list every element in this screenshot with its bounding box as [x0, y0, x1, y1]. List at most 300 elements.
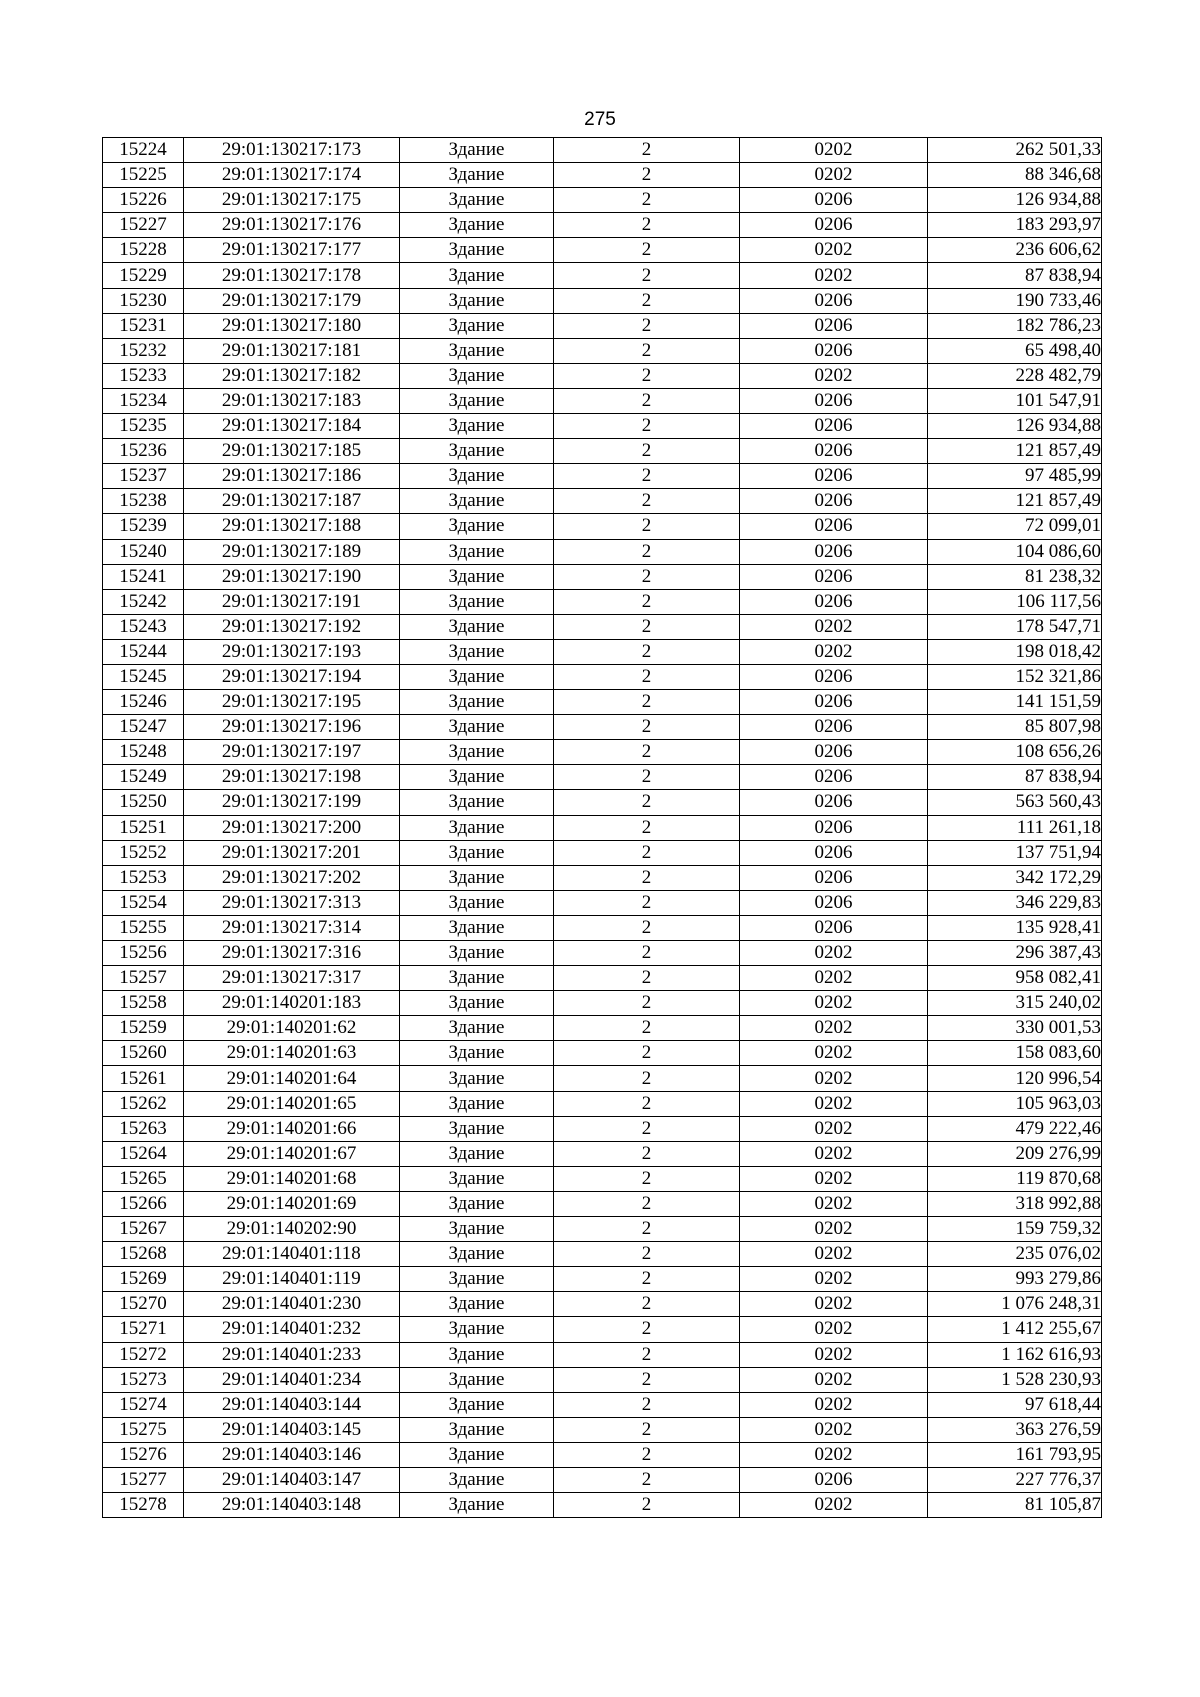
table-row: [103, 138, 1102, 163]
cadastral-value-cell: 72 099,01: [928, 514, 1102, 539]
cadastral-number-cell: 29:01:130217:187: [184, 489, 400, 514]
cadastral-value-cell: 159 759,32: [928, 1217, 1102, 1242]
object-type-cell: Здание: [400, 1467, 554, 1492]
cadastral-value-cell: 183 293,97: [928, 213, 1102, 238]
code-cell: 0202: [740, 163, 928, 188]
code-cell: 0202: [740, 1217, 928, 1242]
object-type-cell: Здание: [400, 589, 554, 614]
code-cell: 0202: [740, 1066, 928, 1091]
cadastral-value-cell: 141 151,59: [928, 690, 1102, 715]
object-type-cell: Здание: [400, 1217, 554, 1242]
cadastral-value-cell: 993 279,86: [928, 1267, 1102, 1292]
row-number-cell: 15251: [103, 815, 184, 840]
code-cell: 0202: [740, 263, 928, 288]
group-cell: 2: [554, 388, 740, 413]
object-type-cell: Здание: [400, 363, 554, 388]
cadastral-number-cell: 29:01:130217:316: [184, 941, 400, 966]
cadastral-number-cell: 29:01:130217:313: [184, 890, 400, 915]
cadastral-number-cell: 29:01:130217:186: [184, 464, 400, 489]
code-cell: 0202: [740, 363, 928, 388]
cadastral-value-cell: 318 992,88: [928, 1191, 1102, 1216]
cadastral-number-cell: 29:01:130217:179: [184, 288, 400, 313]
cadastral-value-cell: 97 485,99: [928, 464, 1102, 489]
cadastral-number-cell: 29:01:130217:175: [184, 188, 400, 213]
row-number-cell: 15264: [103, 1141, 184, 1166]
cadastral-number-cell: 29:01:140403:148: [184, 1493, 400, 1518]
table-row: [103, 363, 1102, 388]
object-type-cell: Здание: [400, 915, 554, 940]
row-number-cell: 15269: [103, 1267, 184, 1292]
cadastral-number-cell: 29:01:140201:69: [184, 1191, 400, 1216]
table-row: [103, 1016, 1102, 1041]
table-row: [103, 238, 1102, 263]
table-row: [103, 388, 1102, 413]
object-type-cell: Здание: [400, 313, 554, 338]
object-type-cell: Здание: [400, 338, 554, 363]
group-cell: 2: [554, 288, 740, 313]
row-number-cell: 15246: [103, 690, 184, 715]
group-cell: 2: [554, 1292, 740, 1317]
group-cell: 2: [554, 1392, 740, 1417]
cadastral-number-cell: 29:01:130217:173: [184, 138, 400, 163]
table-row: [103, 1417, 1102, 1442]
cadastral-value-cell: 479 222,46: [928, 1116, 1102, 1141]
group-cell: 2: [554, 1242, 740, 1267]
table-row: [103, 313, 1102, 338]
object-type-cell: Здание: [400, 539, 554, 564]
table-row: [103, 1267, 1102, 1292]
group-cell: 2: [554, 564, 740, 589]
cadastral-value-cell: 137 751,94: [928, 840, 1102, 865]
table-row: [103, 740, 1102, 765]
group-cell: 2: [554, 363, 740, 388]
group-cell: 2: [554, 1493, 740, 1518]
table-row: [103, 1392, 1102, 1417]
object-type-cell: Здание: [400, 1417, 554, 1442]
object-type-cell: Здание: [400, 1367, 554, 1392]
table-row: [103, 1342, 1102, 1367]
cadastral-value-cell: 121 857,49: [928, 439, 1102, 464]
row-number-cell: 15277: [103, 1467, 184, 1492]
row-number-cell: 15229: [103, 263, 184, 288]
code-cell: 0202: [740, 1442, 928, 1467]
cadastral-value-cell: 182 786,23: [928, 313, 1102, 338]
cadastral-number-cell: 29:01:140201:183: [184, 991, 400, 1016]
cadastral-number-cell: 29:01:130217:202: [184, 865, 400, 890]
code-cell: 0206: [740, 439, 928, 464]
object-type-cell: Здание: [400, 1191, 554, 1216]
code-cell: 0202: [740, 1166, 928, 1191]
code-cell: 0206: [740, 765, 928, 790]
object-type-cell: Здание: [400, 740, 554, 765]
row-number-cell: 15255: [103, 915, 184, 940]
cadastral-value-cell: 87 838,94: [928, 765, 1102, 790]
object-type-cell: Здание: [400, 1166, 554, 1191]
row-number-cell: 15241: [103, 564, 184, 589]
table-row: [103, 1493, 1102, 1518]
group-cell: 2: [554, 664, 740, 689]
cadastral-number-cell: 29:01:130217:182: [184, 363, 400, 388]
row-number-cell: 15252: [103, 840, 184, 865]
code-cell: 0202: [740, 1367, 928, 1392]
table-row: [103, 614, 1102, 639]
cadastral-value-cell: 104 086,60: [928, 539, 1102, 564]
group-cell: 2: [554, 865, 740, 890]
group-cell: 2: [554, 1141, 740, 1166]
cadastral-value-cell: 228 482,79: [928, 363, 1102, 388]
table-row: [103, 1041, 1102, 1066]
table-row: [103, 1467, 1102, 1492]
row-number-cell: 15263: [103, 1116, 184, 1141]
group-cell: 2: [554, 439, 740, 464]
object-type-cell: Здание: [400, 564, 554, 589]
row-number-cell: 15224: [103, 138, 184, 163]
row-number-cell: 15262: [103, 1091, 184, 1116]
table-row: [103, 1367, 1102, 1392]
cadastral-value-cell: 346 229,83: [928, 890, 1102, 915]
object-type-cell: Здание: [400, 1392, 554, 1417]
group-cell: 2: [554, 1417, 740, 1442]
object-type-cell: Здание: [400, 815, 554, 840]
code-cell: 0202: [740, 1292, 928, 1317]
row-number-cell: 15256: [103, 941, 184, 966]
group-cell: 2: [554, 614, 740, 639]
table-row: [103, 439, 1102, 464]
cadastral-value-cell: 330 001,53: [928, 1016, 1102, 1041]
row-number-cell: 15225: [103, 163, 184, 188]
cadastral-number-cell: 29:01:140201:65: [184, 1091, 400, 1116]
cadastral-number-cell: 29:01:130217:317: [184, 966, 400, 991]
object-type-cell: Здание: [400, 941, 554, 966]
code-cell: 0202: [740, 1041, 928, 1066]
object-type-cell: Здание: [400, 865, 554, 890]
table-row: [103, 1217, 1102, 1242]
cadastral-value-cell: 198 018,42: [928, 639, 1102, 664]
cadastral-value-cell: 81 105,87: [928, 1493, 1102, 1518]
group-cell: 2: [554, 514, 740, 539]
group-cell: 2: [554, 1191, 740, 1216]
row-number-cell: 15230: [103, 288, 184, 313]
row-number-cell: 15240: [103, 539, 184, 564]
group-cell: 2: [554, 1217, 740, 1242]
object-type-cell: Здание: [400, 1317, 554, 1342]
table-row: [103, 915, 1102, 940]
group-cell: 2: [554, 890, 740, 915]
object-type-cell: Здание: [400, 1493, 554, 1518]
code-cell: 0202: [740, 1191, 928, 1216]
cadastral-value-cell: 88 346,68: [928, 163, 1102, 188]
table-row: [103, 338, 1102, 363]
group-cell: 2: [554, 313, 740, 338]
row-number-cell: 15276: [103, 1442, 184, 1467]
cadastral-number-cell: 29:01:130217:185: [184, 439, 400, 464]
code-cell: 0202: [740, 1016, 928, 1041]
code-cell: 0202: [740, 941, 928, 966]
table-row: [103, 1116, 1102, 1141]
group-cell: 2: [554, 338, 740, 363]
object-type-cell: Здание: [400, 414, 554, 439]
cadastral-number-cell: 29:01:140403:144: [184, 1392, 400, 1417]
group-cell: 2: [554, 213, 740, 238]
cadastral-number-cell: 29:01:130217:188: [184, 514, 400, 539]
row-number-cell: 15275: [103, 1417, 184, 1442]
group-cell: 2: [554, 238, 740, 263]
row-number-cell: 15273: [103, 1367, 184, 1392]
row-number-cell: 15234: [103, 388, 184, 413]
group-cell: 2: [554, 414, 740, 439]
object-type-cell: Здание: [400, 489, 554, 514]
group-cell: 2: [554, 1342, 740, 1367]
row-number-cell: 15265: [103, 1166, 184, 1191]
page-number: 275: [584, 109, 616, 130]
cadastral-value-cell: 81 238,32: [928, 564, 1102, 589]
cadastral-number-cell: 29:01:130217:200: [184, 815, 400, 840]
cadastral-number-cell: 29:01:130217:193: [184, 639, 400, 664]
object-type-cell: Здание: [400, 213, 554, 238]
row-number-cell: 15247: [103, 715, 184, 740]
row-number-cell: 15268: [103, 1242, 184, 1267]
row-number-cell: 15261: [103, 1066, 184, 1091]
row-number-cell: 15253: [103, 865, 184, 890]
object-type-cell: Здание: [400, 388, 554, 413]
object-type-cell: Здание: [400, 664, 554, 689]
cadastral-number-cell: 29:01:130217:198: [184, 765, 400, 790]
cadastral-value-cell: 1 412 255,67: [928, 1317, 1102, 1342]
table-row: [103, 715, 1102, 740]
group-cell: 2: [554, 715, 740, 740]
cadastral-value-cell: 135 928,41: [928, 915, 1102, 940]
cadastral-value-cell: 97 618,44: [928, 1392, 1102, 1417]
table-row: [103, 1166, 1102, 1191]
cadastral-number-cell: 29:01:130217:174: [184, 163, 400, 188]
object-type-cell: Здание: [400, 1016, 554, 1041]
row-number-cell: 15257: [103, 966, 184, 991]
cadastral-value-cell: 563 560,43: [928, 790, 1102, 815]
cadastral-number-cell: 29:01:140401:118: [184, 1242, 400, 1267]
code-cell: 0206: [740, 288, 928, 313]
code-cell: 0202: [740, 1267, 928, 1292]
row-number-cell: 15231: [103, 313, 184, 338]
code-cell: 0202: [740, 1141, 928, 1166]
cadastral-number-cell: 29:01:130217:189: [184, 539, 400, 564]
code-cell: 0202: [740, 238, 928, 263]
cadastral-value-cell: 363 276,59: [928, 1417, 1102, 1442]
cadastral-value-cell: 152 321,86: [928, 664, 1102, 689]
group-cell: 2: [554, 991, 740, 1016]
object-type-cell: Здание: [400, 288, 554, 313]
table-row: [103, 1066, 1102, 1091]
cadastral-number-cell: 29:01:130217:178: [184, 263, 400, 288]
group-cell: 2: [554, 1367, 740, 1392]
row-number-cell: 15278: [103, 1493, 184, 1518]
cadastral-value-cell: 87 838,94: [928, 263, 1102, 288]
code-cell: 0202: [740, 1417, 928, 1442]
object-type-cell: Здание: [400, 464, 554, 489]
cadastral-value-cell: 161 793,95: [928, 1442, 1102, 1467]
group-cell: 2: [554, 1166, 740, 1191]
row-number-cell: 15228: [103, 238, 184, 263]
object-type-cell: Здание: [400, 1242, 554, 1267]
cadastral-number-cell: 29:01:140401:232: [184, 1317, 400, 1342]
cadastral-value-cell: 105 963,03: [928, 1091, 1102, 1116]
code-cell: 0202: [740, 1342, 928, 1367]
code-cell: 0206: [740, 865, 928, 890]
object-type-cell: Здание: [400, 790, 554, 815]
table-row: [103, 991, 1102, 1016]
cadastral-number-cell: 29:01:130217:183: [184, 388, 400, 413]
code-cell: 0206: [740, 740, 928, 765]
cadastral-value-cell: 126 934,88: [928, 414, 1102, 439]
code-cell: 0206: [740, 790, 928, 815]
cadastral-value-cell: 262 501,33: [928, 138, 1102, 163]
code-cell: 0206: [740, 464, 928, 489]
cadastral-value-cell: 227 776,37: [928, 1467, 1102, 1492]
group-cell: 2: [554, 1091, 740, 1116]
object-type-cell: Здание: [400, 614, 554, 639]
code-cell: 0206: [740, 489, 928, 514]
code-cell: 0206: [740, 840, 928, 865]
table-row: [103, 514, 1102, 539]
table-row: [103, 1191, 1102, 1216]
table-row: [103, 790, 1102, 815]
group-cell: 2: [554, 489, 740, 514]
object-type-cell: Здание: [400, 765, 554, 790]
cadastral-value-cell: 120 996,54: [928, 1066, 1102, 1091]
table-row: [103, 966, 1102, 991]
cadastral-number-cell: 29:01:130217:196: [184, 715, 400, 740]
row-number-cell: 15233: [103, 363, 184, 388]
code-cell: 0206: [740, 915, 928, 940]
group-cell: 2: [554, 1317, 740, 1342]
cadastral-value-cell: 1 528 230,93: [928, 1367, 1102, 1392]
row-number-cell: 15232: [103, 338, 184, 363]
cadastral-value-cell: 101 547,91: [928, 388, 1102, 413]
code-cell: 0206: [740, 1467, 928, 1492]
cadastral-value-cell: 121 857,49: [928, 489, 1102, 514]
row-number-cell: 15266: [103, 1191, 184, 1216]
cadastral-number-cell: 29:01:140401:234: [184, 1367, 400, 1392]
cadastral-number-cell: 29:01:130217:181: [184, 338, 400, 363]
group-cell: 2: [554, 188, 740, 213]
cadastral-value-cell: 119 870,68: [928, 1166, 1102, 1191]
cadastral-number-cell: 29:01:130217:176: [184, 213, 400, 238]
table-body: [103, 138, 1102, 1518]
object-type-cell: Здание: [400, 1292, 554, 1317]
cadastral-value-cell: 342 172,29: [928, 865, 1102, 890]
table-row: [103, 188, 1102, 213]
cadastral-number-cell: 29:01:140201:67: [184, 1141, 400, 1166]
row-number-cell: 15249: [103, 765, 184, 790]
cadastral-number-cell: 29:01:130217:180: [184, 313, 400, 338]
cadastral-number-cell: 29:01:140401:119: [184, 1267, 400, 1292]
table-row: [103, 890, 1102, 915]
object-type-cell: Здание: [400, 1267, 554, 1292]
cadastral-number-cell: 29:01:130217:190: [184, 564, 400, 589]
cadastral-value-cell: 235 076,02: [928, 1242, 1102, 1267]
table-row: [103, 840, 1102, 865]
group-cell: 2: [554, 815, 740, 840]
row-number-cell: 15267: [103, 1217, 184, 1242]
code-cell: 0206: [740, 514, 928, 539]
cadastral-number-cell: 29:01:130217:184: [184, 414, 400, 439]
cadastral-value-cell: 85 807,98: [928, 715, 1102, 740]
cadastral-value-cell: 958 082,41: [928, 966, 1102, 991]
cadastral-value-cell: 1 162 616,93: [928, 1342, 1102, 1367]
group-cell: 2: [554, 690, 740, 715]
cadastral-value-cell: 178 547,71: [928, 614, 1102, 639]
code-cell: 0202: [740, 1392, 928, 1417]
row-number-cell: 15245: [103, 664, 184, 689]
code-cell: 0206: [740, 414, 928, 439]
cadastral-number-cell: 29:01:130217:197: [184, 740, 400, 765]
object-type-cell: Здание: [400, 1442, 554, 1467]
table-row: [103, 1141, 1102, 1166]
table-row: [103, 464, 1102, 489]
code-cell: 0206: [740, 815, 928, 840]
table-row: [103, 639, 1102, 664]
group-cell: 2: [554, 1116, 740, 1141]
object-type-cell: Здание: [400, 263, 554, 288]
object-type-cell: Здание: [400, 1041, 554, 1066]
code-cell: 0202: [740, 1116, 928, 1141]
code-cell: 0202: [740, 1493, 928, 1518]
table-row: [103, 263, 1102, 288]
row-number-cell: 15248: [103, 740, 184, 765]
object-type-cell: Здание: [400, 188, 554, 213]
group-cell: 2: [554, 966, 740, 991]
group-cell: 2: [554, 915, 740, 940]
code-cell: 0202: [740, 138, 928, 163]
object-type-cell: Здание: [400, 1141, 554, 1166]
group-cell: 2: [554, 1066, 740, 1091]
object-type-cell: Здание: [400, 690, 554, 715]
object-type-cell: Здание: [400, 514, 554, 539]
table-row: [103, 1091, 1102, 1116]
row-number-cell: 15236: [103, 439, 184, 464]
cadastral-number-cell: 29:01:130217:201: [184, 840, 400, 865]
cadastral-value-cell: 126 934,88: [928, 188, 1102, 213]
table-row: [103, 564, 1102, 589]
object-type-cell: Здание: [400, 1091, 554, 1116]
cadastral-number-cell: 29:01:130217:195: [184, 690, 400, 715]
cadastral-number-cell: 29:01:140401:230: [184, 1292, 400, 1317]
object-type-cell: Здание: [400, 163, 554, 188]
group-cell: 2: [554, 1442, 740, 1467]
cadastral-number-cell: 29:01:140403:147: [184, 1467, 400, 1492]
code-cell: 0206: [740, 313, 928, 338]
object-type-cell: Здание: [400, 1066, 554, 1091]
cadastral-number-cell: 29:01:140403:145: [184, 1417, 400, 1442]
cadastral-number-cell: 29:01:130217:192: [184, 614, 400, 639]
row-number-cell: 15242: [103, 589, 184, 614]
cadastral-value-cell: 158 083,60: [928, 1041, 1102, 1066]
cadastral-value-table: [102, 137, 1102, 1518]
code-cell: 0206: [740, 564, 928, 589]
group-cell: 2: [554, 589, 740, 614]
cadastral-value-cell: 1 076 248,31: [928, 1292, 1102, 1317]
cadastral-number-cell: 29:01:130217:177: [184, 238, 400, 263]
row-number-cell: 15235: [103, 414, 184, 439]
cadastral-value-cell: 315 240,02: [928, 991, 1102, 1016]
row-number-cell: 15227: [103, 213, 184, 238]
cadastral-number-cell: 29:01:130217:191: [184, 589, 400, 614]
object-type-cell: Здание: [400, 639, 554, 664]
row-number-cell: 15260: [103, 1041, 184, 1066]
cadastral-value-cell: 236 606,62: [928, 238, 1102, 263]
row-number-cell: 15259: [103, 1016, 184, 1041]
code-cell: 0206: [740, 664, 928, 689]
row-number-cell: 15239: [103, 514, 184, 539]
